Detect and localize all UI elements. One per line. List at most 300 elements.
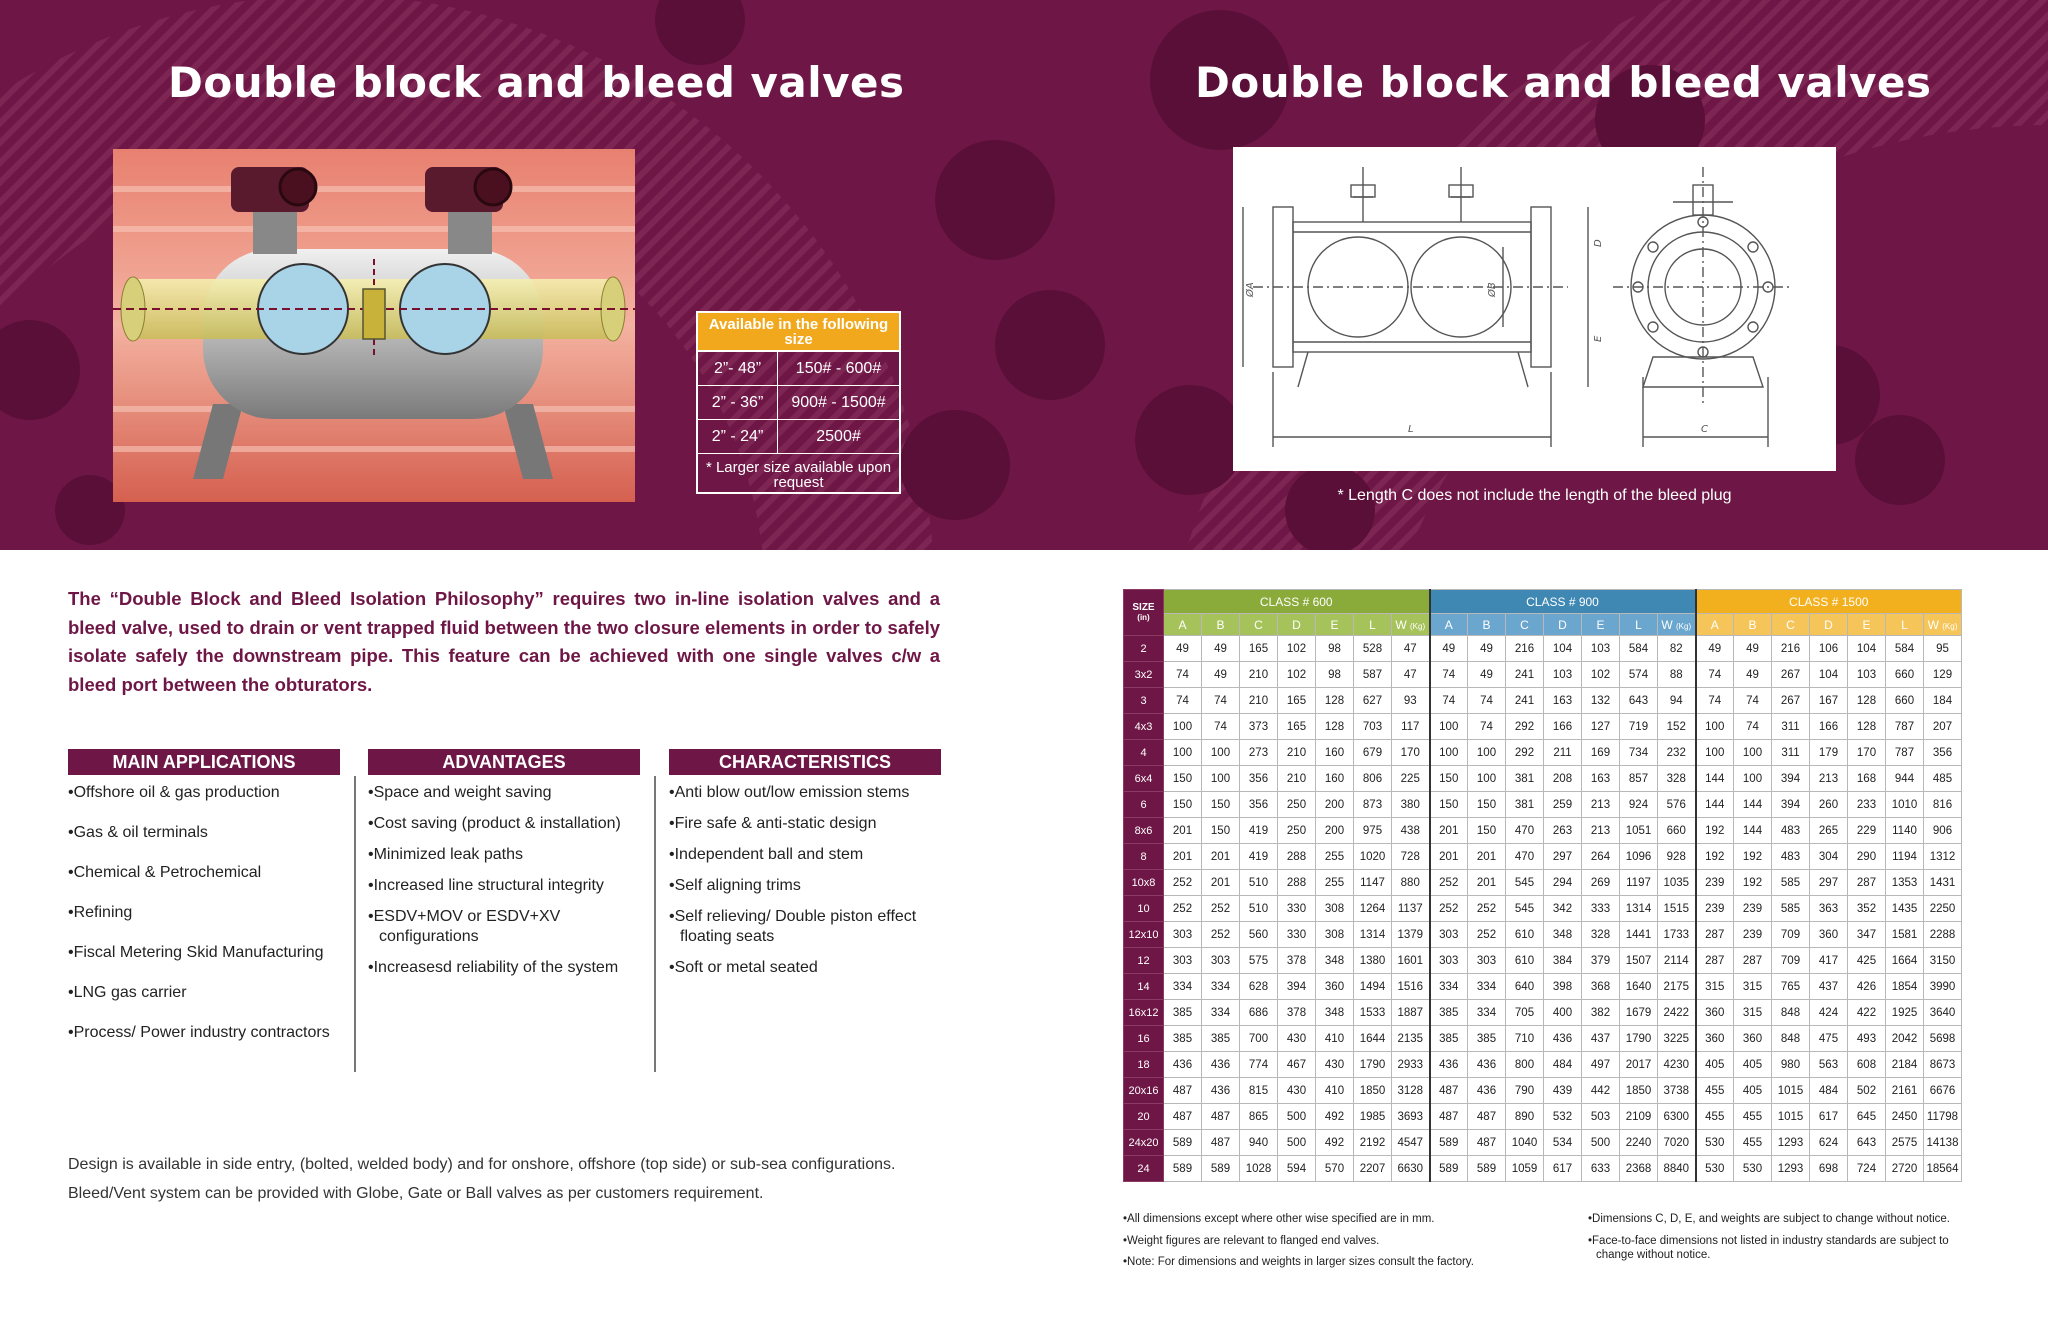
size-cell: 8x6 bbox=[1124, 818, 1164, 844]
table-cell: 74 bbox=[1734, 688, 1772, 714]
column-header-weight: W (Kg) bbox=[1924, 614, 1962, 636]
table-cell: 385 bbox=[1468, 1026, 1506, 1052]
size-cell: 24 bbox=[1124, 1156, 1164, 1182]
table-cell: 405 bbox=[1734, 1078, 1772, 1104]
column-header-d: D bbox=[1278, 614, 1316, 636]
size-cell: 14 bbox=[1124, 974, 1164, 1000]
table-row bbox=[1124, 688, 1962, 714]
table-cell: 394 bbox=[1772, 792, 1810, 818]
table-cell: 117 bbox=[1392, 714, 1430, 740]
table-cell: 502 bbox=[1848, 1078, 1886, 1104]
table-cell: 287 bbox=[1734, 948, 1772, 974]
size-cell: 20x16 bbox=[1124, 1078, 1164, 1104]
table-cell: 5698 bbox=[1924, 1026, 1962, 1052]
table-cell: 430 bbox=[1278, 1078, 1316, 1104]
table-cell: 368 bbox=[1582, 974, 1620, 1000]
table-cell: 129 bbox=[1924, 662, 1962, 688]
table-cell: 1015 bbox=[1772, 1078, 1810, 1104]
column-header-b: B bbox=[1468, 614, 1506, 636]
table-cell: 100 bbox=[1164, 714, 1202, 740]
table-cell: 589 bbox=[1202, 1156, 1240, 1182]
table-cell: 436 bbox=[1202, 1078, 1240, 1104]
header-band bbox=[0, 0, 2048, 550]
table-cell: 201 bbox=[1202, 844, 1240, 870]
table-cell: 128 bbox=[1848, 714, 1886, 740]
table-cell: 297 bbox=[1810, 870, 1848, 896]
letter-header-row bbox=[1124, 614, 1962, 636]
available-sizes-row bbox=[698, 352, 899, 386]
table-cell: 1854 bbox=[1886, 974, 1924, 1000]
table-cell: 232 bbox=[1658, 740, 1696, 766]
table-cell: 2250 bbox=[1924, 896, 1962, 922]
table-cell: 1441 bbox=[1620, 922, 1658, 948]
table-cell: 334 bbox=[1202, 974, 1240, 1000]
table-cell: 384 bbox=[1544, 948, 1582, 974]
table-cell: 660 bbox=[1886, 688, 1924, 714]
table-cell: 1733 bbox=[1658, 922, 1696, 948]
table-cell: 594 bbox=[1278, 1156, 1316, 1182]
column-header-a: A bbox=[1430, 614, 1468, 636]
column-heading: MAIN APPLICATIONS bbox=[68, 749, 340, 775]
table-cell: 88 bbox=[1658, 662, 1696, 688]
dimension-table bbox=[1123, 589, 1962, 1182]
table-cell: 410 bbox=[1316, 1078, 1354, 1104]
table-cell: 163 bbox=[1544, 688, 1582, 714]
table-cell: 103 bbox=[1544, 662, 1582, 688]
list-item: •Fiscal Metering Skid Manufacturing bbox=[68, 944, 324, 961]
table-cell: 589 bbox=[1468, 1156, 1506, 1182]
table-cell: 170 bbox=[1392, 740, 1430, 766]
table-cell: 575 bbox=[1240, 948, 1278, 974]
table-cell: 492 bbox=[1316, 1104, 1354, 1130]
table-cell: 493 bbox=[1848, 1026, 1886, 1052]
table-cell: 100 bbox=[1202, 740, 1240, 766]
table-cell: 100 bbox=[1468, 740, 1506, 766]
table-cell: 944 bbox=[1886, 766, 1924, 792]
table-cell: 643 bbox=[1848, 1130, 1886, 1156]
table-cell: 2368 bbox=[1620, 1156, 1658, 1182]
table-cell: 347 bbox=[1848, 922, 1886, 948]
table-cell: 11798 bbox=[1924, 1104, 1962, 1130]
table-cell: 500 bbox=[1278, 1104, 1316, 1130]
list-item: •Cost saving (product & installation) bbox=[368, 815, 621, 832]
table-cell: 334 bbox=[1468, 1000, 1506, 1026]
table-cell: 303 bbox=[1202, 948, 1240, 974]
table-cell: 74 bbox=[1696, 662, 1734, 688]
table-cell: 210 bbox=[1278, 766, 1316, 792]
column-heading: ADVANTAGES bbox=[368, 749, 640, 775]
table-cell: 698 bbox=[1810, 1156, 1848, 1182]
size-cell: 10x8 bbox=[1124, 870, 1164, 896]
table-row bbox=[1124, 896, 1962, 922]
table-cell: 252 bbox=[1202, 896, 1240, 922]
table-cell: 700 bbox=[1240, 1026, 1278, 1052]
table-cell: 144 bbox=[1734, 792, 1772, 818]
table-cell: 144 bbox=[1734, 818, 1772, 844]
size-cell: 12 bbox=[1124, 948, 1164, 974]
table-cell: 273 bbox=[1240, 740, 1278, 766]
table-cell: 560 bbox=[1240, 922, 1278, 948]
table-cell: 303 bbox=[1430, 948, 1468, 974]
footnote: •Weight figures are relevant to flanged end valves. bbox=[1123, 1234, 1380, 1247]
table-cell: 213 bbox=[1582, 792, 1620, 818]
table-cell: 288 bbox=[1278, 844, 1316, 870]
table-cell: 394 bbox=[1772, 766, 1810, 792]
size-cell: 8 bbox=[1124, 844, 1164, 870]
table-cell: 210 bbox=[1278, 740, 1316, 766]
table-cell: 2042 bbox=[1886, 1026, 1924, 1052]
table-cell: 287 bbox=[1696, 948, 1734, 974]
table-cell: 264 bbox=[1582, 844, 1620, 870]
table-cell: 334 bbox=[1430, 974, 1468, 1000]
table-cell: 1194 bbox=[1886, 844, 1924, 870]
table-cell: 47 bbox=[1392, 662, 1430, 688]
table-cell: 438 bbox=[1392, 818, 1430, 844]
table-cell: 906 bbox=[1924, 818, 1962, 844]
valve-photo bbox=[113, 149, 635, 502]
table-cell: 303 bbox=[1164, 922, 1202, 948]
table-cell: 1293 bbox=[1772, 1130, 1810, 1156]
table-cell: 3128 bbox=[1392, 1078, 1430, 1104]
table-cell: 356 bbox=[1924, 740, 1962, 766]
table-cell: 1581 bbox=[1886, 922, 1924, 948]
table-cell: 394 bbox=[1278, 974, 1316, 1000]
table-cell: 442 bbox=[1582, 1078, 1620, 1104]
table-cell: 4230 bbox=[1658, 1052, 1696, 1078]
table-cell: 102 bbox=[1582, 662, 1620, 688]
table-cell: 430 bbox=[1278, 1026, 1316, 1052]
table-cell: 2288 bbox=[1924, 922, 1962, 948]
table-cell: 410 bbox=[1316, 1026, 1354, 1052]
table-cell: 924 bbox=[1620, 792, 1658, 818]
size-cell: 3x2 bbox=[1124, 662, 1164, 688]
table-cell: 250 bbox=[1278, 818, 1316, 844]
table-cell: 1925 bbox=[1886, 1000, 1924, 1026]
table-cell: 705 bbox=[1506, 1000, 1544, 1026]
table-cell: 192 bbox=[1696, 844, 1734, 870]
table-cell: 645 bbox=[1848, 1104, 1886, 1130]
table-cell: 497 bbox=[1582, 1052, 1620, 1078]
table-cell: 363 bbox=[1810, 896, 1848, 922]
table-cell: 1040 bbox=[1506, 1130, 1544, 1156]
table-cell: 100 bbox=[1734, 766, 1772, 792]
table-cell: 2175 bbox=[1658, 974, 1696, 1000]
size-cell: 16 bbox=[1124, 1026, 1164, 1052]
size-cell: 10 bbox=[1124, 896, 1164, 922]
table-cell: 2240 bbox=[1620, 1130, 1658, 1156]
table-cell: 260 bbox=[1810, 792, 1848, 818]
column-header-e: E bbox=[1582, 614, 1620, 636]
column-header-l: L bbox=[1886, 614, 1924, 636]
table-cell: 530 bbox=[1696, 1156, 1734, 1182]
column-header-l: L bbox=[1354, 614, 1392, 636]
table-cell: 643 bbox=[1620, 688, 1658, 714]
column-header-d: D bbox=[1810, 614, 1848, 636]
class-range: 150# - 600# bbox=[795, 359, 882, 377]
table-cell: 3693 bbox=[1392, 1104, 1430, 1130]
technical-drawing bbox=[1233, 147, 1836, 471]
table-cell: 385 bbox=[1202, 1026, 1240, 1052]
table-cell: 333 bbox=[1582, 896, 1620, 922]
table-cell: 728 bbox=[1392, 844, 1430, 870]
list-item: •Offshore oil & gas production bbox=[68, 784, 280, 801]
list-item: •Self aligning trims bbox=[669, 877, 801, 894]
table-cell: 3640 bbox=[1924, 1000, 1962, 1026]
table-cell: 49 bbox=[1202, 662, 1240, 688]
table-cell: 1644 bbox=[1354, 1026, 1392, 1052]
table-cell: 1035 bbox=[1658, 870, 1696, 896]
table-cell: 382 bbox=[1582, 1000, 1620, 1026]
table-cell: 455 bbox=[1734, 1130, 1772, 1156]
table-cell: 627 bbox=[1354, 688, 1392, 714]
table-cell: 330 bbox=[1278, 922, 1316, 948]
table-cell: 378 bbox=[1278, 1000, 1316, 1026]
table-cell: 216 bbox=[1506, 636, 1544, 662]
table-cell: 49 bbox=[1430, 636, 1468, 662]
table-cell: 311 bbox=[1772, 740, 1810, 766]
table-cell: 179 bbox=[1810, 740, 1848, 766]
table-cell: 168 bbox=[1848, 766, 1886, 792]
table-cell: 184 bbox=[1924, 688, 1962, 714]
table-cell: 589 bbox=[1164, 1156, 1202, 1182]
table-cell: 315 bbox=[1734, 974, 1772, 1000]
table-cell: 128 bbox=[1316, 688, 1354, 714]
table-cell: 439 bbox=[1544, 1078, 1582, 1104]
table-cell: 848 bbox=[1772, 1000, 1810, 1026]
table-cell: 144 bbox=[1696, 766, 1734, 792]
table-cell: 49 bbox=[1164, 636, 1202, 662]
table-cell: 104 bbox=[1544, 636, 1582, 662]
table-row bbox=[1124, 1026, 1962, 1052]
table-cell: 210 bbox=[1240, 662, 1278, 688]
table-cell: 2720 bbox=[1886, 1156, 1924, 1182]
table-cell: 252 bbox=[1430, 870, 1468, 896]
table-cell: 424 bbox=[1810, 1000, 1848, 1026]
table-cell: 510 bbox=[1240, 870, 1278, 896]
table-cell: 255 bbox=[1316, 844, 1354, 870]
table-cell: 425 bbox=[1848, 948, 1886, 974]
table-cell: 430 bbox=[1316, 1052, 1354, 1078]
table-cell: 160 bbox=[1316, 766, 1354, 792]
table-cell: 160 bbox=[1316, 740, 1354, 766]
table-cell: 74 bbox=[1468, 714, 1506, 740]
table-cell: 610 bbox=[1506, 948, 1544, 974]
table-cell: 587 bbox=[1354, 662, 1392, 688]
design-line: Design is available in side entry, (bolted, welded body) and for onshore, offshore (top side) or sub-sea configurations. bbox=[68, 1156, 896, 1173]
table-cell: 100 bbox=[1164, 740, 1202, 766]
table-cell: 528 bbox=[1354, 636, 1392, 662]
table-cell: 1494 bbox=[1354, 974, 1392, 1000]
label-c: C bbox=[1701, 424, 1708, 435]
table-cell: 2207 bbox=[1354, 1156, 1392, 1182]
table-cell: 128 bbox=[1848, 688, 1886, 714]
column-heading: CHARACTERISTICS bbox=[669, 749, 941, 775]
list-item: •Fire safe & anti-static design bbox=[669, 815, 877, 832]
intro-paragraph: The “Double Block and Bleed Isolation Philosophy” requires two in-line isolation valves and a bleed valve, used to drain or vent trapped fluid between the two closure elements in order to safely isolate safely the downstream pipe. This feature can be achieved with one single valves c/w a bleed port between the obturators. bbox=[68, 588, 940, 695]
table-row bbox=[1124, 1156, 1962, 1182]
table-row bbox=[1124, 870, 1962, 896]
dimension-table-body bbox=[1124, 636, 1962, 1182]
table-cell: 419 bbox=[1240, 818, 1278, 844]
table-cell: 1314 bbox=[1354, 922, 1392, 948]
list-item: •Self relieving/ Double piston effect floating seats bbox=[669, 908, 917, 945]
table-cell: 144 bbox=[1696, 792, 1734, 818]
size-cell: 6 bbox=[1124, 792, 1164, 818]
table-cell: 2184 bbox=[1886, 1052, 1924, 1078]
column-header-weight: W (Kg) bbox=[1392, 614, 1430, 636]
table-cell: 103 bbox=[1848, 662, 1886, 688]
table-cell: 255 bbox=[1316, 870, 1354, 896]
table-cell: 487 bbox=[1164, 1078, 1202, 1104]
table-cell: 165 bbox=[1278, 688, 1316, 714]
table-cell: 2422 bbox=[1658, 1000, 1696, 1026]
table-cell: 360 bbox=[1696, 1026, 1734, 1052]
table-cell: 436 bbox=[1430, 1052, 1468, 1078]
table-cell: 1293 bbox=[1772, 1156, 1810, 1182]
table-cell: 304 bbox=[1810, 844, 1848, 870]
table-cell: 534 bbox=[1544, 1130, 1582, 1156]
table-cell: 334 bbox=[1468, 974, 1506, 1000]
list-item: •Space and weight saving bbox=[368, 784, 552, 801]
table-cell: 200 bbox=[1316, 792, 1354, 818]
table-cell: 928 bbox=[1658, 844, 1696, 870]
size-range: 2” - 24” bbox=[698, 420, 778, 453]
table-cell: 787 bbox=[1886, 714, 1924, 740]
column-header-l: L bbox=[1620, 614, 1658, 636]
table-cell: 419 bbox=[1240, 844, 1278, 870]
table-cell: 287 bbox=[1848, 870, 1886, 896]
table-cell: 207 bbox=[1924, 714, 1962, 740]
characteristics-column bbox=[669, 749, 941, 989]
list-item: •ESDV+MOV or ESDV+XV configurations bbox=[368, 908, 561, 945]
footnote: •Note: For dimensions and weights in larger sizes consult the factory. bbox=[1123, 1256, 1474, 1268]
table-cell: 334 bbox=[1164, 974, 1202, 1000]
table-cell: 1516 bbox=[1392, 974, 1430, 1000]
table-cell: 74 bbox=[1696, 688, 1734, 714]
table-cell: 356 bbox=[1240, 766, 1278, 792]
table-cell: 2192 bbox=[1354, 1130, 1392, 1156]
table-cell: 500 bbox=[1278, 1130, 1316, 1156]
table-cell: 1312 bbox=[1924, 844, 1962, 870]
table-cell: 2109 bbox=[1620, 1104, 1658, 1130]
table-cell: 7020 bbox=[1658, 1130, 1696, 1156]
table-cell: 239 bbox=[1734, 922, 1772, 948]
table-cell: 6630 bbox=[1392, 1156, 1430, 1182]
column-header-b: B bbox=[1734, 614, 1772, 636]
column-list bbox=[669, 783, 941, 978]
size-cell: 4 bbox=[1124, 740, 1164, 766]
table-cell: 360 bbox=[1696, 1000, 1734, 1026]
table-cell: 192 bbox=[1696, 818, 1734, 844]
table-cell: 225 bbox=[1392, 766, 1430, 792]
table-cell: 18564 bbox=[1924, 1156, 1962, 1182]
table-cell: 2161 bbox=[1886, 1078, 1924, 1104]
table-cell: 380 bbox=[1392, 792, 1430, 818]
table-cell: 385 bbox=[1430, 1026, 1468, 1052]
table-cell: 315 bbox=[1696, 974, 1734, 1000]
table-cell: 150 bbox=[1164, 792, 1202, 818]
table-cell: 400 bbox=[1544, 1000, 1582, 1026]
table-cell: 436 bbox=[1164, 1052, 1202, 1078]
table-cell: 167 bbox=[1810, 688, 1848, 714]
table-cell: 267 bbox=[1772, 688, 1810, 714]
list-item: •Refining bbox=[68, 904, 133, 921]
table-row bbox=[1124, 948, 1962, 974]
table-cell: 470 bbox=[1506, 844, 1544, 870]
table-cell: 679 bbox=[1354, 740, 1392, 766]
table-cell: 806 bbox=[1354, 766, 1392, 792]
label-l: L bbox=[1408, 424, 1414, 435]
size-cell: 6x4 bbox=[1124, 766, 1164, 792]
table-cell: 128 bbox=[1316, 714, 1354, 740]
table-cell: 348 bbox=[1544, 922, 1582, 948]
table-cell: 584 bbox=[1886, 636, 1924, 662]
table-cell: 890 bbox=[1506, 1104, 1544, 1130]
table-cell: 166 bbox=[1810, 714, 1848, 740]
table-row bbox=[1124, 1078, 1962, 1104]
table-cell: 348 bbox=[1316, 948, 1354, 974]
table-cell: 294 bbox=[1544, 870, 1582, 896]
table-cell: 1790 bbox=[1354, 1052, 1392, 1078]
table-cell: 239 bbox=[1696, 870, 1734, 896]
list-item: •LNG gas carrier bbox=[68, 984, 187, 1001]
table-cell: 263 bbox=[1544, 818, 1582, 844]
table-cell: 241 bbox=[1506, 662, 1544, 688]
table-cell: 98 bbox=[1316, 662, 1354, 688]
column-list bbox=[68, 783, 340, 1043]
table-cell: 487 bbox=[1430, 1078, 1468, 1104]
table-cell: 2450 bbox=[1886, 1104, 1924, 1130]
table-cell: 150 bbox=[1468, 818, 1506, 844]
table-cell: 106 bbox=[1810, 636, 1848, 662]
table-cell: 437 bbox=[1810, 974, 1848, 1000]
table-cell: 437 bbox=[1582, 1026, 1620, 1052]
table-cell: 815 bbox=[1240, 1078, 1278, 1104]
label-e: E bbox=[1593, 335, 1604, 342]
table-cell: 765 bbox=[1772, 974, 1810, 1000]
table-cell: 1435 bbox=[1886, 896, 1924, 922]
table-cell: 1353 bbox=[1886, 870, 1924, 896]
footnotes-left bbox=[1123, 1212, 1543, 1277]
table-cell: 74 bbox=[1430, 688, 1468, 714]
table-cell: 213 bbox=[1582, 818, 1620, 844]
table-cell: 74 bbox=[1430, 662, 1468, 688]
table-cell: 1850 bbox=[1354, 1078, 1392, 1104]
table-cell: 790 bbox=[1506, 1078, 1544, 1104]
table-cell: 269 bbox=[1582, 870, 1620, 896]
table-cell: 98 bbox=[1316, 636, 1354, 662]
table-cell: 6676 bbox=[1924, 1078, 1962, 1104]
table-cell: 545 bbox=[1506, 896, 1544, 922]
list-item: •Soft or metal seated bbox=[669, 959, 818, 976]
table-cell: 100 bbox=[1430, 714, 1468, 740]
table-cell: 49 bbox=[1468, 636, 1506, 662]
table-cell: 127 bbox=[1582, 714, 1620, 740]
table-cell: 530 bbox=[1696, 1130, 1734, 1156]
table-cell: 381 bbox=[1506, 792, 1544, 818]
table-cell: 259 bbox=[1544, 792, 1582, 818]
table-cell: 584 bbox=[1620, 636, 1658, 662]
table-cell: 624 bbox=[1810, 1130, 1848, 1156]
table-cell: 315 bbox=[1734, 1000, 1772, 1026]
table-cell: 1850 bbox=[1620, 1078, 1658, 1104]
drawing-note: * Length C does not include the length of the bleed plug bbox=[1337, 487, 1732, 504]
table-cell: 201 bbox=[1468, 870, 1506, 896]
table-cell: 660 bbox=[1886, 662, 1924, 688]
table-cell: 710 bbox=[1506, 1026, 1544, 1052]
table-cell: 574 bbox=[1620, 662, 1658, 688]
table-row bbox=[1124, 766, 1962, 792]
